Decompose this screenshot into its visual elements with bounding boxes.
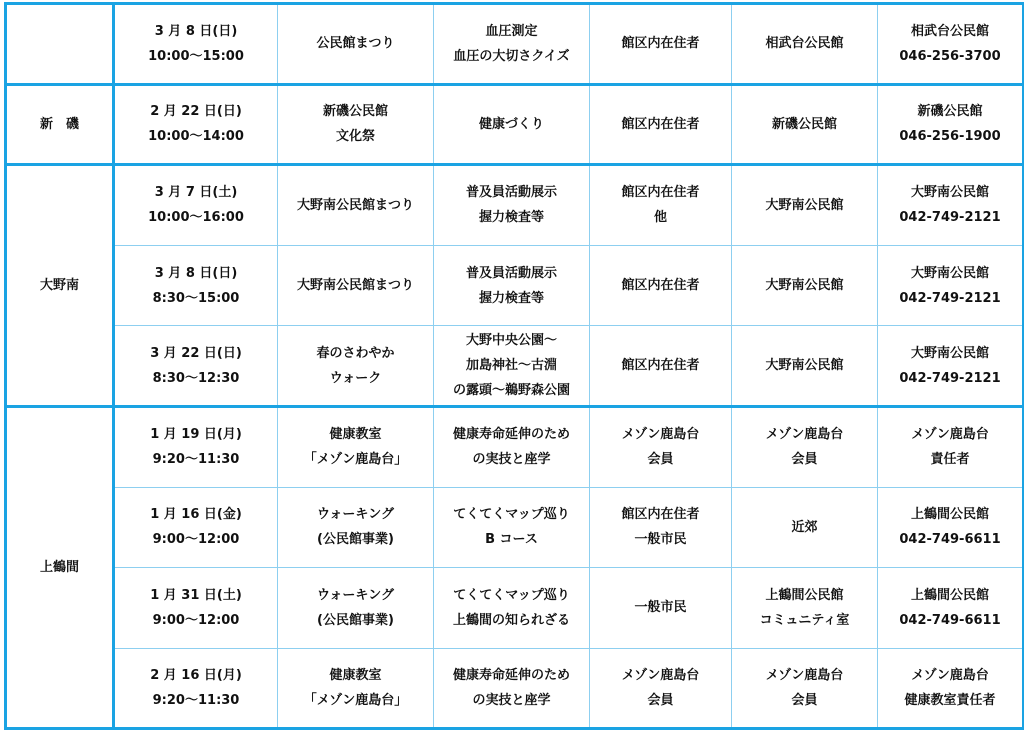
contact-line: 健康教室責任者	[904, 693, 996, 709]
place-cell	[732, 4, 878, 85]
target-cell	[590, 245, 732, 326]
event-line: ウォーク	[329, 370, 382, 386]
target-cell	[590, 165, 732, 246]
content-cell	[434, 84, 590, 165]
datetime-cell	[114, 406, 278, 487]
place-cell	[732, 648, 878, 729]
event-line: 春のさわやか	[316, 345, 395, 361]
contact-cell	[878, 4, 1024, 85]
place-line: メゾン鹿島台	[765, 668, 844, 684]
datetime-cell	[114, 648, 278, 729]
event-line: 大野南公民館まつり	[296, 197, 414, 213]
contact-line: 責任者	[930, 452, 970, 468]
table-row	[6, 84, 1024, 165]
datetime-line: 1 月 16 日(金)	[150, 507, 242, 523]
content-cell	[434, 326, 590, 407]
contact-cell	[878, 487, 1024, 568]
event-cell	[278, 487, 434, 568]
target-line: 会員	[647, 693, 674, 709]
datetime-line: 8:30〜12:30	[152, 370, 240, 386]
content-line: てくてくマップ巡り	[453, 587, 570, 603]
contact-line: メゾン鹿島台	[911, 427, 989, 443]
datetime-line: 1 月 31 日(土)	[150, 587, 242, 603]
content-line: の露頭〜鵜野森公園	[452, 383, 570, 399]
content-line: 握力検査等	[478, 290, 544, 306]
datetime-line: 10:00〜15:00	[148, 48, 244, 64]
contact-cell	[878, 245, 1024, 326]
target-line: 会員	[647, 452, 674, 468]
event-line: 健康教室	[329, 668, 382, 684]
content-cell	[434, 406, 590, 487]
event-cell	[278, 165, 434, 246]
table-row	[6, 648, 1024, 729]
datetime-line: 9:00〜12:00	[152, 532, 240, 548]
event-cell	[278, 648, 434, 729]
place-cell	[732, 165, 878, 246]
table-row	[6, 4, 1024, 85]
place-line: 大野南公民館	[765, 197, 844, 213]
place-cell	[732, 487, 878, 568]
area-cell	[6, 4, 114, 85]
content-line: の実技と座学	[472, 452, 551, 468]
event-schedule-table	[4, 2, 1024, 730]
target-line: 館区内在住者	[621, 358, 700, 374]
event-cell	[278, 84, 434, 165]
target-cell	[590, 648, 732, 729]
content-cell	[434, 648, 590, 729]
place-line: 会員	[791, 693, 818, 709]
contact-cell	[878, 326, 1024, 407]
content-cell	[434, 487, 590, 568]
target-line: 館区内在住者	[621, 185, 700, 201]
place-line: 近郊	[791, 519, 818, 535]
contact-cell	[878, 165, 1024, 246]
event-cell	[278, 4, 434, 85]
contact-cell	[878, 406, 1024, 487]
table-row	[6, 487, 1024, 568]
datetime-cell	[114, 568, 278, 649]
event-line: (公民館事業)	[317, 612, 394, 628]
content-line: 加島神社〜古淵	[465, 358, 557, 374]
target-line: メゾン鹿島台	[621, 668, 700, 684]
place-line: 新磯公民館	[771, 116, 837, 132]
datetime-line: 9:00〜12:00	[152, 612, 240, 628]
contact-cell	[878, 648, 1024, 729]
contact-line: 大野南公民館	[910, 185, 989, 201]
target-cell	[590, 487, 732, 568]
event-line: 大野南公民館まつり	[296, 278, 414, 294]
contact-cell	[878, 84, 1024, 165]
content-cell	[434, 4, 590, 85]
event-line: 新磯公民館	[322, 104, 388, 120]
event-line: 「メゾン鹿島台」	[303, 452, 408, 468]
contact-line: 上鶴間公民館	[910, 587, 989, 603]
target-line: 館区内在住者	[621, 116, 700, 132]
contact-line: 042-749-6611	[899, 612, 1001, 628]
content-line: 普及員活動展示	[465, 185, 557, 201]
datetime-line: 2 月 22 日(日)	[150, 104, 242, 120]
contact-line: 上鶴間公民館	[910, 507, 989, 523]
contact-line: 042-749-2121	[899, 370, 1001, 386]
target-line: 一般市民	[634, 532, 687, 548]
event-line: ウォーキング	[316, 507, 395, 523]
datetime-line: 3 月 22 日(日)	[150, 345, 242, 361]
datetime-line: 9:20〜11:30	[152, 452, 240, 468]
table-row	[6, 245, 1024, 326]
content-cell	[434, 165, 590, 246]
datetime-line: 1 月 19 日(月)	[150, 427, 242, 443]
contact-line: 042-749-6611	[899, 532, 1001, 548]
place-line: メゾン鹿島台	[765, 427, 844, 443]
place-line: 相武台公民館	[765, 36, 844, 52]
datetime-line: 3 月 8 日(日)	[154, 23, 238, 39]
datetime-line: 8:30〜15:00	[152, 290, 240, 306]
contact-line: 042-749-2121	[899, 290, 1001, 306]
event-cell	[278, 568, 434, 649]
content-line: 血圧測定	[485, 23, 538, 39]
place-line: コミュニティ室	[759, 612, 850, 628]
contact-line: 042-749-2121	[899, 210, 1001, 226]
place-line: 会員	[791, 452, 818, 468]
area-cell: 上鶴間	[6, 406, 114, 728]
event-line: 健康教室	[329, 427, 382, 443]
target-line: メゾン鹿島台	[621, 427, 700, 443]
target-line: 他	[653, 210, 667, 226]
area-cell: 大野南	[6, 165, 114, 407]
content-line: 健康寿命延伸のため	[452, 668, 570, 684]
contact-line: メゾン鹿島台	[911, 668, 989, 684]
datetime-cell	[114, 245, 278, 326]
table-row	[6, 165, 1024, 246]
content-line: 上鶴間の知られざる	[452, 612, 570, 628]
place-line: 大野南公民館	[765, 358, 844, 374]
datetime-cell	[114, 84, 278, 165]
content-cell	[434, 245, 590, 326]
datetime-line: 9:20〜11:30	[152, 693, 240, 709]
datetime-line: 10:00〜14:00	[148, 129, 244, 145]
content-line: 大野中央公園〜	[465, 333, 557, 349]
target-cell	[590, 4, 732, 85]
place-cell	[732, 406, 878, 487]
datetime-cell	[114, 4, 278, 85]
contact-line: 大野南公民館	[910, 345, 989, 361]
table-row	[6, 326, 1024, 407]
content-line: B コース	[485, 532, 538, 548]
datetime-cell	[114, 165, 278, 246]
contact-line: 相武台公民館	[910, 23, 989, 39]
content-line: 普及員活動展示	[465, 265, 557, 281]
target-line: 一般市民	[634, 600, 687, 616]
content-line: 健康づくり	[478, 116, 544, 132]
target-cell	[590, 568, 732, 649]
contact-line: 046-256-3700	[899, 48, 1001, 64]
target-cell	[590, 326, 732, 407]
place-cell	[732, 245, 878, 326]
target-cell	[590, 406, 732, 487]
place-line: 上鶴間公民館	[765, 587, 844, 603]
contact-cell	[878, 568, 1024, 649]
content-line: てくてくマップ巡り	[453, 507, 570, 523]
datetime-line: 3 月 8 日(日)	[154, 265, 238, 281]
datetime-line: 2 月 16 日(月)	[150, 668, 242, 684]
place-cell	[732, 568, 878, 649]
place-cell	[732, 84, 878, 165]
event-cell	[278, 406, 434, 487]
content-line: 健康寿命延伸のため	[452, 427, 570, 443]
table-row	[6, 568, 1024, 649]
event-line: (公民館事業)	[317, 532, 394, 548]
content-line: 血圧の大切さクイズ	[453, 48, 570, 64]
target-line: 館区内在住者	[621, 278, 700, 294]
event-cell	[278, 245, 434, 326]
datetime-cell	[114, 326, 278, 407]
event-line: 文化祭	[335, 129, 375, 145]
event-line: ウォーキング	[316, 587, 395, 603]
content-line: 握力検査等	[478, 210, 544, 226]
event-cell	[278, 326, 434, 407]
table-row	[6, 406, 1024, 487]
area-cell: 新 磯	[6, 84, 114, 165]
contact-line: 大野南公民館	[910, 265, 989, 281]
target-line: 館区内在住者	[621, 36, 700, 52]
contact-line: 新磯公民館	[917, 104, 983, 120]
target-cell	[590, 84, 732, 165]
place-cell	[732, 326, 878, 407]
datetime-cell	[114, 487, 278, 568]
content-cell	[434, 568, 590, 649]
place-line: 大野南公民館	[765, 278, 844, 294]
contact-line: 046-256-1900	[899, 129, 1001, 145]
datetime-line: 3 月 7 日(土)	[154, 185, 238, 201]
content-line: の実技と座学	[472, 693, 551, 709]
target-line: 館区内在住者	[621, 507, 700, 523]
datetime-line: 10:00〜16:00	[148, 210, 244, 226]
event-line: 公民館まつり	[316, 36, 395, 52]
event-line: 「メゾン鹿島台」	[303, 693, 408, 709]
